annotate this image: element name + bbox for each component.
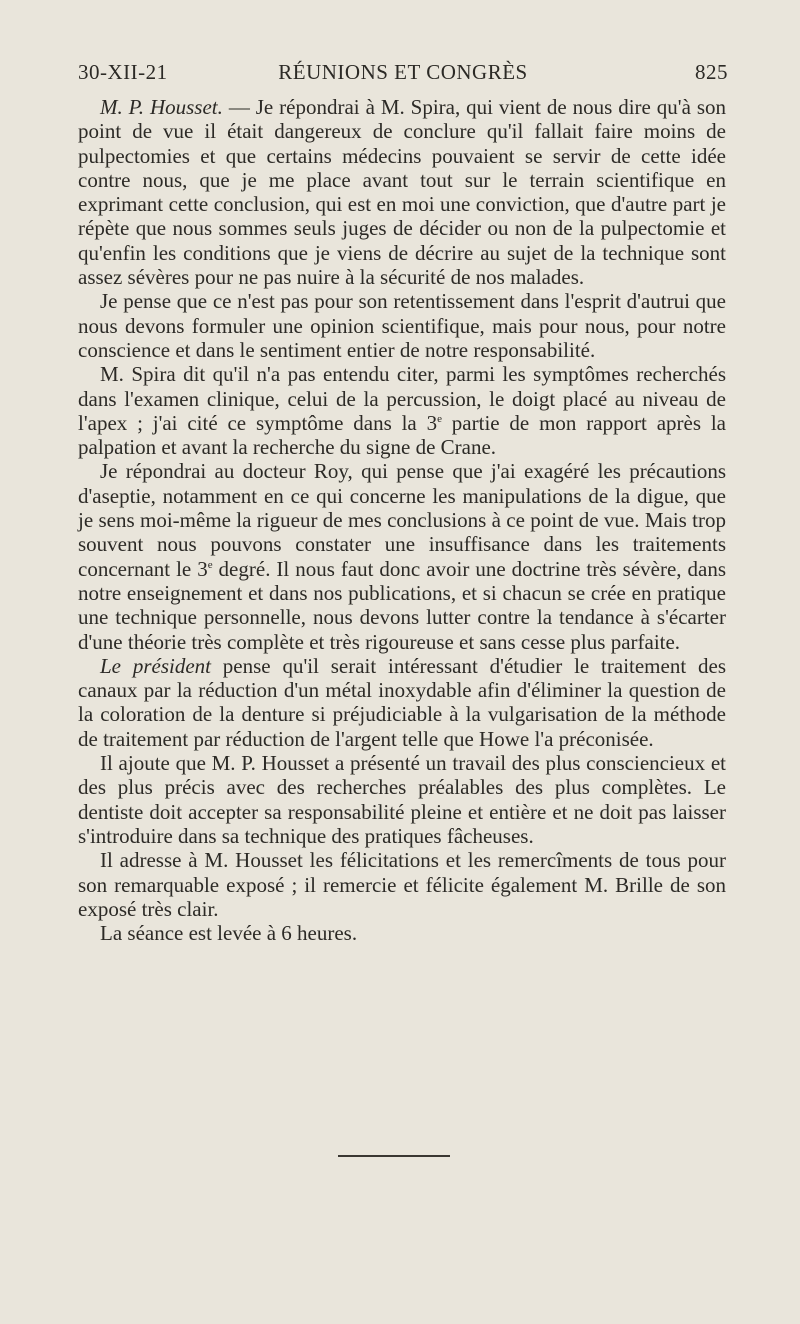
- paragraph-text: degré. Il nous faut donc avoir une doctrine très sévère, dans notre enseignement et dans nos publications, et si chacun se crée en pratique une technique personnelle, nous devons lutter contre la tendance à s'écarter d'une théorie très complète et très rigoureuse et sans cesse plus parfaite.: [78, 556, 726, 654]
- superscript: e: [437, 412, 442, 425]
- superscript: e: [207, 558, 213, 571]
- paragraph-text: pense qu'il serait intéressant d'étudier le traitement des canaux par la réduction d'un métal inoxydable afin d'éliminer la question de la coloration de la denture si préjudiciable à la vulgarisation de la méthode de traitement par réduction de l'argent telle que Howe l'a préconisée.: [78, 653, 726, 751]
- header-section-title: RÉUNIONS ET CONGRÈS: [278, 60, 528, 84]
- paragraph-text: Il adresse à M. Housset les félicitations et les remercîments de tous pour son remarquable exposé ; il remercie et félicite également M. Brille de son exposé très clair.: [78, 848, 726, 921]
- paragraph-closing: [78, 921, 726, 945]
- paragraph-text: La séance est levée à 6 heures.: [100, 921, 358, 946]
- paragraph-scientific-opinion: [78, 289, 726, 362]
- paragraph-text: — Je répondrai à M. Spira, qui vient de nous dire qu'à son point de vue il était dangereux de conclure qu'il fallait faire moins de pulpectomies et que certains médecins pouvaient se servir de cette idée contre nous, que je me place avant tout sur le terrain scientifique en exprimant cette conclusion, qui est en moi une conviction, que d'autre part je répète que nous sommes seuls juges de décider ou non de la pulpectomie et qu'enfin les conditions que je viens de décrire au sujet de la technique sont assez sévères pour ne pas nuire à la sécurité de nos malades.: [78, 95, 726, 290]
- header-date: 30-XII-21: [78, 60, 168, 84]
- paragraph-text: Je répondrai au docteur Roy, qui pense que j'ai exagéré les précautions d'aseptie, notamment en ce qui concerne les manipulations de la digue, que je sens moi-même la rigueur de mes conclusions à ce point de vue. Mais trop souvent nous pouvons constater une insuffisance dans les traitements concernant le 3: [78, 459, 726, 581]
- paragraph-text: M. Spira dit qu'il n'a pas entendu citer, parmi les symptômes recherchés dans l'examen clinique, celui de la percussion, le doigt placé au niveau de l'apex ; j'ai cité ce symptôme dans la 3: [78, 362, 726, 435]
- paragraph-text: Il ajoute que M. P. Housset a présenté un travail des plus consciencieux et des plus précis avec des recherches préalables des plus complètes. Le dentiste doit accepter sa responsabilité pleine et entière et ne doit pas laisser s'introduire dans sa technique des pratiques fâcheuses.: [78, 751, 726, 848]
- paragraph-spira-percussion: [78, 362, 726, 459]
- page-number: 825: [695, 60, 728, 84]
- paragraph-housset-praise: [78, 751, 726, 848]
- paragraph-text: partie de mon rapport après la palpation et avant la recherche du signe de Crane.: [78, 410, 726, 460]
- paragraph-housset-reply: [78, 95, 726, 289]
- paragraph-text: Je pense que ce n'est pas pour son retentissement dans l'esprit d'autrui que nous devons formuler une opinion scientifique, mais pour nous, pour notre conscience et dans le sentiment entier de notre responsabilité.: [78, 289, 726, 362]
- body-text: [78, 95, 726, 945]
- paragraph-president-remark: [78, 654, 726, 751]
- running-header: [78, 60, 728, 90]
- speaker-name: Le président: [100, 653, 211, 678]
- paragraph-roy-asepsis: [78, 459, 726, 653]
- paragraph-thanks: [78, 848, 726, 921]
- section-end-rule: [338, 1155, 450, 1157]
- speaker-name: M. P. Housset.: [100, 95, 223, 119]
